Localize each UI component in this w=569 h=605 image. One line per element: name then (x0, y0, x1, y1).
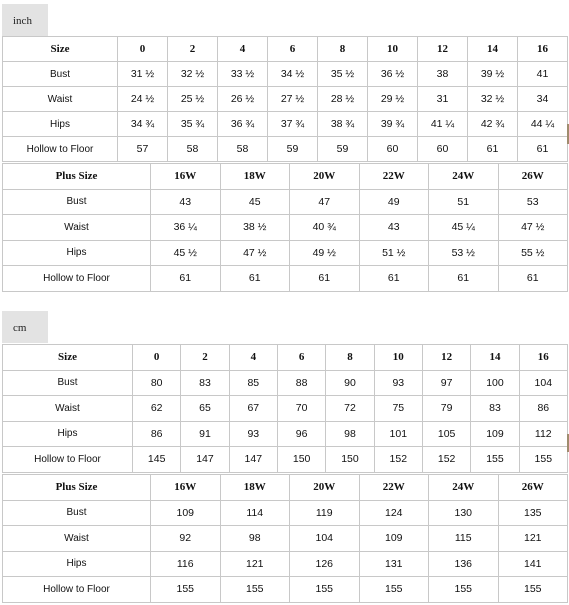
measurement-value: 155 (498, 577, 568, 603)
measurement-label: Hollow to Floor (3, 137, 118, 162)
measurement-value: 96 (277, 421, 325, 447)
measurement-value: 119 (290, 500, 360, 526)
size-header-cell: 6 (277, 345, 325, 371)
size-header-cell: 4 (229, 345, 277, 371)
measurement-value: 51 ½ (359, 240, 429, 266)
table-row (3, 189, 568, 215)
measurement-value: 45 (220, 189, 290, 215)
size-header-cell: 2 (168, 37, 218, 62)
size-header-cell: 12 (418, 37, 468, 62)
size-header-cell: 16 (518, 37, 568, 62)
measurement-value: 41 (518, 62, 568, 87)
measurement-value: 59 (318, 137, 368, 162)
measurement-value: 152 (374, 447, 422, 473)
size-header-cell: 10 (368, 37, 418, 62)
measurement-value: 75 (374, 396, 422, 422)
measurement-value: 155 (429, 577, 499, 603)
measurement-value: 61 (290, 266, 360, 292)
measurement-value: 121 (220, 551, 290, 577)
measurement-value: 126 (290, 551, 360, 577)
measurement-value: 62 (133, 396, 181, 422)
unit-label-text: cm (13, 322, 27, 334)
size-header-cell: 10 (374, 345, 422, 371)
size-header-cell: 12 (422, 345, 470, 371)
measurement-value: 150 (326, 447, 374, 473)
measurement-label: Hollow to Floor (3, 577, 151, 603)
measurement-value: 90 (326, 370, 374, 396)
measurement-value: 51 (429, 189, 499, 215)
measurement-value: 124 (359, 500, 429, 526)
measurement-value: 33 ½ (218, 62, 268, 87)
size-header-cell: 24W (429, 164, 499, 190)
measurement-value: 114 (220, 500, 290, 526)
table-header-row (3, 164, 568, 190)
measurement-value: 104 (290, 526, 360, 552)
table-header-row (3, 475, 568, 501)
size-chart-inch-standard (2, 36, 568, 162)
measurement-value: 47 ½ (498, 215, 568, 241)
measurement-value: 85 (229, 370, 277, 396)
measurement-value: 100 (471, 370, 519, 396)
size-header-cell: 26W (498, 475, 568, 501)
size-header-cell: 18W (220, 475, 290, 501)
size-chart-cm-plus (2, 474, 568, 603)
measurement-value: 38 ¾ (318, 112, 368, 137)
size-header-cell: 16W (151, 475, 221, 501)
measurement-value: 45 ¼ (429, 215, 499, 241)
measurement-value: 34 (518, 87, 568, 112)
size-column-header: Plus Size (3, 475, 151, 501)
measurement-value: 59 (268, 137, 318, 162)
measurement-value: 60 (368, 137, 418, 162)
size-chart-inch-plus (2, 163, 568, 292)
size-header-cell: 20W (290, 164, 360, 190)
measurement-value: 92 (151, 526, 221, 552)
table-row (3, 447, 568, 473)
size-header-cell: 16 (519, 345, 567, 371)
measurement-value: 31 (418, 87, 468, 112)
measurement-value: 24 ½ (118, 87, 168, 112)
size-column-header: Size (3, 345, 133, 371)
size-header-cell: 6 (268, 37, 318, 62)
measurement-value: 155 (151, 577, 221, 603)
table-row (3, 526, 568, 552)
measurement-value: 150 (277, 447, 325, 473)
measurement-value: 55 ½ (498, 240, 568, 266)
measurement-value: 145 (133, 447, 181, 473)
measurement-value: 61 (429, 266, 499, 292)
measurement-value: 39 ¾ (368, 112, 418, 137)
measurement-value: 28 ½ (318, 87, 368, 112)
measurement-value: 34 ¾ (118, 112, 168, 137)
measurement-value: 38 ½ (220, 215, 290, 241)
size-header-cell: 26W (498, 164, 568, 190)
measurement-value: 47 (290, 189, 360, 215)
measurement-label: Waist (3, 215, 151, 241)
measurement-value: 58 (218, 137, 268, 162)
measurement-value: 105 (422, 421, 470, 447)
measurement-label: Bust (3, 500, 151, 526)
table-row (3, 62, 568, 87)
measurement-value: 155 (359, 577, 429, 603)
measurement-value: 121 (498, 526, 568, 552)
measurement-label: Hips (3, 551, 151, 577)
table-header-row (3, 37, 568, 62)
measurement-value: 61 (220, 266, 290, 292)
unit-label-cm (2, 311, 48, 343)
measurement-value: 70 (277, 396, 325, 422)
table-row (3, 577, 568, 603)
measurement-label: Hips (3, 421, 133, 447)
measurement-value: 109 (151, 500, 221, 526)
measurement-value: 35 ¾ (168, 112, 218, 137)
measurement-value: 86 (519, 396, 567, 422)
size-header-cell: 14 (468, 37, 518, 62)
measurement-label: Waist (3, 87, 118, 112)
size-chart-cm-standard (2, 344, 568, 473)
table-header-row (3, 345, 568, 371)
measurement-value: 115 (429, 526, 499, 552)
table-row (3, 266, 568, 292)
measurement-value: 109 (471, 421, 519, 447)
measurement-value: 38 (418, 62, 468, 87)
measurement-value: 42 ¾ (468, 112, 518, 137)
measurement-value: 44 ¼ (518, 112, 568, 137)
measurement-value: 98 (326, 421, 374, 447)
measurement-value: 31 ½ (118, 62, 168, 87)
size-header-cell: 14 (471, 345, 519, 371)
measurement-label: Bust (3, 189, 151, 215)
measurement-value: 36 ¾ (218, 112, 268, 137)
size-header-cell: 22W (359, 475, 429, 501)
measurement-value: 109 (359, 526, 429, 552)
measurement-value: 67 (229, 396, 277, 422)
measurement-value: 32 ½ (168, 62, 218, 87)
table-row (3, 215, 568, 241)
measurement-value: 135 (498, 500, 568, 526)
table-row (3, 500, 568, 526)
table-row (3, 87, 568, 112)
measurement-value: 104 (519, 370, 567, 396)
measurement-value: 61 (468, 137, 518, 162)
measurement-value: 147 (229, 447, 277, 473)
measurement-label: Waist (3, 396, 133, 422)
measurement-label: Bust (3, 370, 133, 396)
table-row (3, 551, 568, 577)
measurement-value: 155 (519, 447, 567, 473)
unit-label-inch (2, 4, 48, 36)
measurement-value: 25 ½ (168, 87, 218, 112)
size-header-cell: 0 (133, 345, 181, 371)
measurement-value: 147 (181, 447, 229, 473)
measurement-value: 26 ½ (218, 87, 268, 112)
table-row (3, 421, 568, 447)
measurement-value: 88 (277, 370, 325, 396)
measurement-value: 155 (220, 577, 290, 603)
measurement-value: 40 ¾ (290, 215, 360, 241)
size-header-cell: 2 (181, 345, 229, 371)
measurement-value: 41 ¼ (418, 112, 468, 137)
table-row (3, 370, 568, 396)
measurement-value: 61 (518, 137, 568, 162)
measurement-value: 60 (418, 137, 468, 162)
measurement-value: 112 (519, 421, 567, 447)
measurement-value: 155 (471, 447, 519, 473)
size-header-cell: 20W (290, 475, 360, 501)
measurement-label: Bust (3, 62, 118, 87)
size-column-header: Plus Size (3, 164, 151, 190)
measurement-value: 45 ½ (151, 240, 221, 266)
table-row (3, 396, 568, 422)
table-row (3, 137, 568, 162)
measurement-value: 101 (374, 421, 422, 447)
size-header-cell: 18W (220, 164, 290, 190)
measurement-value: 116 (151, 551, 221, 577)
measurement-value: 53 (498, 189, 568, 215)
size-header-cell: 24W (429, 475, 499, 501)
measurement-value: 29 ½ (368, 87, 418, 112)
measurement-value: 79 (422, 396, 470, 422)
measurement-value: 36 ¼ (151, 215, 221, 241)
measurement-value: 53 ½ (429, 240, 499, 266)
table-row (3, 112, 568, 137)
measurement-value: 34 ½ (268, 62, 318, 87)
measurement-value: 80 (133, 370, 181, 396)
table-row (3, 240, 568, 266)
measurement-label: Hollow to Floor (3, 447, 133, 473)
measurement-value: 61 (498, 266, 568, 292)
measurement-value: 72 (326, 396, 374, 422)
size-header-cell: 8 (318, 37, 368, 62)
size-header-cell: 0 (118, 37, 168, 62)
measurement-value: 49 ½ (290, 240, 360, 266)
size-header-cell: 22W (359, 164, 429, 190)
measurement-value: 43 (359, 215, 429, 241)
measurement-value: 93 (374, 370, 422, 396)
measurement-value: 83 (471, 396, 519, 422)
measurement-value: 27 ½ (268, 87, 318, 112)
measurement-label: Hollow to Floor (3, 266, 151, 292)
measurement-value: 91 (181, 421, 229, 447)
measurement-value: 58 (168, 137, 218, 162)
measurement-value: 97 (422, 370, 470, 396)
measurement-value: 83 (181, 370, 229, 396)
measurement-label: Waist (3, 526, 151, 552)
size-header-cell: 16W (151, 164, 221, 190)
measurement-value: 131 (359, 551, 429, 577)
measurement-value: 39 ½ (468, 62, 518, 87)
measurement-label: Hips (3, 112, 118, 137)
measurement-value: 130 (429, 500, 499, 526)
measurement-value: 141 (498, 551, 568, 577)
size-column-header: Size (3, 37, 118, 62)
measurement-value: 36 ½ (368, 62, 418, 87)
measurement-value: 93 (229, 421, 277, 447)
size-header-cell: 4 (218, 37, 268, 62)
measurement-value: 152 (422, 447, 470, 473)
measurement-value: 57 (118, 137, 168, 162)
measurement-value: 61 (359, 266, 429, 292)
measurement-value: 86 (133, 421, 181, 447)
measurement-value: 37 ¾ (268, 112, 318, 137)
measurement-value: 49 (359, 189, 429, 215)
size-header-cell: 8 (326, 345, 374, 371)
measurement-label: Hips (3, 240, 151, 266)
measurement-value: 65 (181, 396, 229, 422)
measurement-value: 136 (429, 551, 499, 577)
measurement-value: 47 ½ (220, 240, 290, 266)
measurement-value: 155 (290, 577, 360, 603)
measurement-value: 61 (151, 266, 221, 292)
measurement-value: 35 ½ (318, 62, 368, 87)
measurement-value: 32 ½ (468, 87, 518, 112)
unit-label-text: inch (13, 15, 32, 27)
measurement-value: 98 (220, 526, 290, 552)
measurement-value: 43 (151, 189, 221, 215)
